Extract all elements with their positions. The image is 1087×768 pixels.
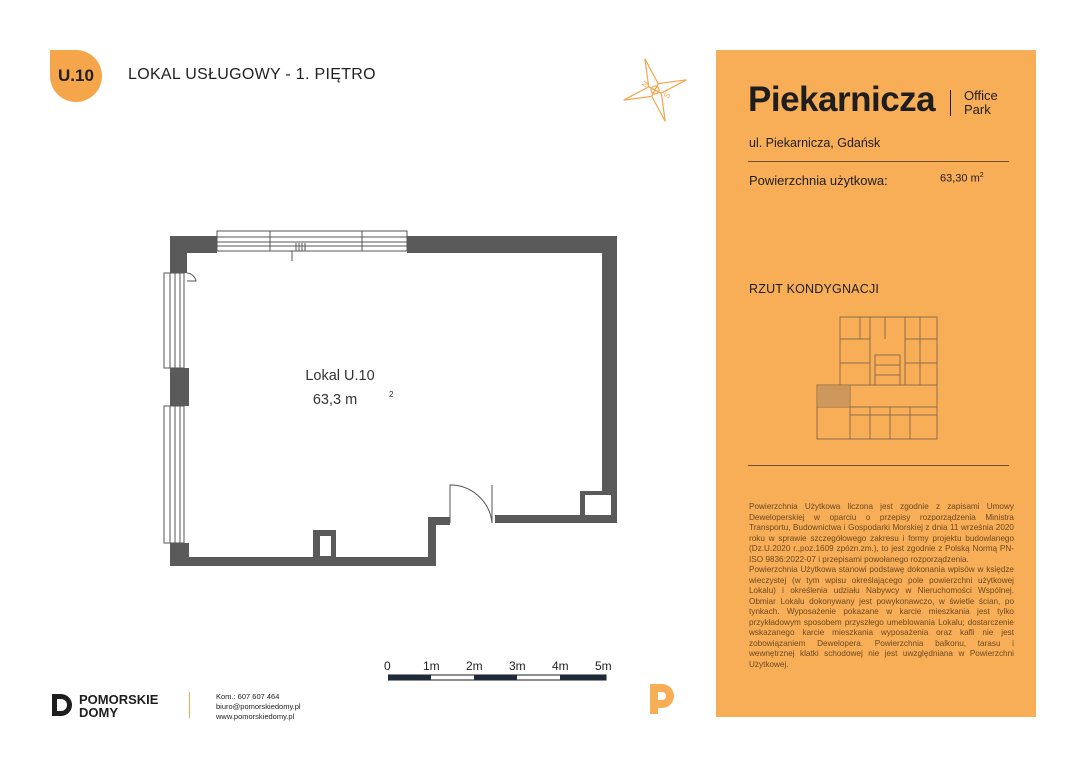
panel-divider-top [748, 161, 1009, 162]
pomorskie-domy-logo-text [79, 693, 158, 719]
contact-phone: Kom.: 607 607 464 [216, 692, 280, 701]
highlighted-unit [818, 386, 849, 407]
address: ul. Piekarnicza, Gdańsk [749, 136, 881, 150]
compass-letter-s: S [661, 90, 673, 100]
brand-divider [950, 90, 951, 116]
floor-overview-label: RZUT KONDYGNACJI [749, 282, 880, 296]
scale-label-2m: 2m [466, 659, 483, 673]
legal-notes-p1: Powierzchnia Użytkowa liczona jest zgodnie z zapisami Umowy Deweloperskiej w oparciu o przepisy rozporządzenia Ministra Transportu, Budownictwa i Gospodarki Morskiej z dnia 11 września 2020 roku w sprawie szczegółowego zakresu i formy projektu budowlanego (Dz.U.2020 r.,poz.1609 zpózn.zm.), to jest zgodnie z Polską Normą PN-ISO 9836:2022-07 i przepisami powołanego rozporządzenia. [749, 502, 1014, 564]
room-area-sup: 2 [389, 390, 394, 399]
piekarnicza-p-icon [646, 680, 680, 718]
scale-label-0: 0 [384, 659, 391, 673]
contact-web[interactable]: www.pomorskiedomy.pl [216, 712, 295, 721]
floor-plan [160, 225, 630, 580]
contact-email[interactable]: biuro@pomorskiedomy.pl [216, 702, 301, 711]
legal-notes-p2: Powierzchnia Użytkowa stanowi podstawę dokonania wpisów w księdze wieczystej (w tym wpisu określającego pole powierzchni użytkowej Lokalu) i określenia udziału Nabywcy w Nieruchomości Wspólnej. Obmiar Lokalu dokonywany jest powykonawczo, w świetle ścian, po tynkach. Wyposażenie pokazane w karcie mieszkania jest tylko przykładowym sposobem przyszłego umeblowania Lokalu; dostarczenie wskazanego karcie mieszkania wyposażenia oraz kafli nie jest zobowiązaniem Dewelopera. Powierzchnia balkonu, tarasu i wewnętrznej klatki schodowej nie jest uwzględniana w Powierzchni Użytkowej. [749, 565, 1014, 669]
legal-notes [749, 502, 1014, 670]
floor-overview-map [815, 315, 939, 441]
usable-area-sup: 2 [979, 172, 984, 179]
brand-sub-line-1: Office [964, 88, 998, 103]
logo-line-2: DOMY [79, 705, 118, 720]
unit-title: LOKAL USŁUGOWY - 1. PIĘTRO [128, 66, 376, 83]
room-area: 63,3 m [312, 392, 358, 408]
usable-area-label: Powierzchnia użytkowa: [749, 173, 888, 188]
scale-bar [388, 674, 608, 682]
scale-label-4m: 4m [552, 659, 569, 673]
unit-code: U.10 [58, 66, 94, 85]
contact-info [216, 692, 301, 722]
compass-rose-icon [620, 55, 690, 125]
scale-label-5m: 5m [595, 659, 612, 673]
compass-letter-n: N [639, 79, 651, 89]
logo-line-1: POMORSKIE [79, 692, 159, 707]
brand-subtitle [964, 89, 998, 117]
pomorskie-domy-logo-icon [50, 692, 74, 718]
footer-divider [189, 692, 190, 718]
scale-label-1m: 1m [423, 659, 440, 673]
scale-label-3m: 3m [509, 659, 526, 673]
room-name: Lokal U.10 [305, 368, 375, 384]
brand-sub-line-2: Park [964, 102, 991, 117]
brand-name: Piekarnicza [748, 80, 936, 119]
usable-area-number: 63,30 m [940, 172, 980, 185]
usable-area-value [940, 172, 984, 185]
unit-badge [50, 50, 102, 102]
panel-divider-bottom [748, 465, 1009, 466]
